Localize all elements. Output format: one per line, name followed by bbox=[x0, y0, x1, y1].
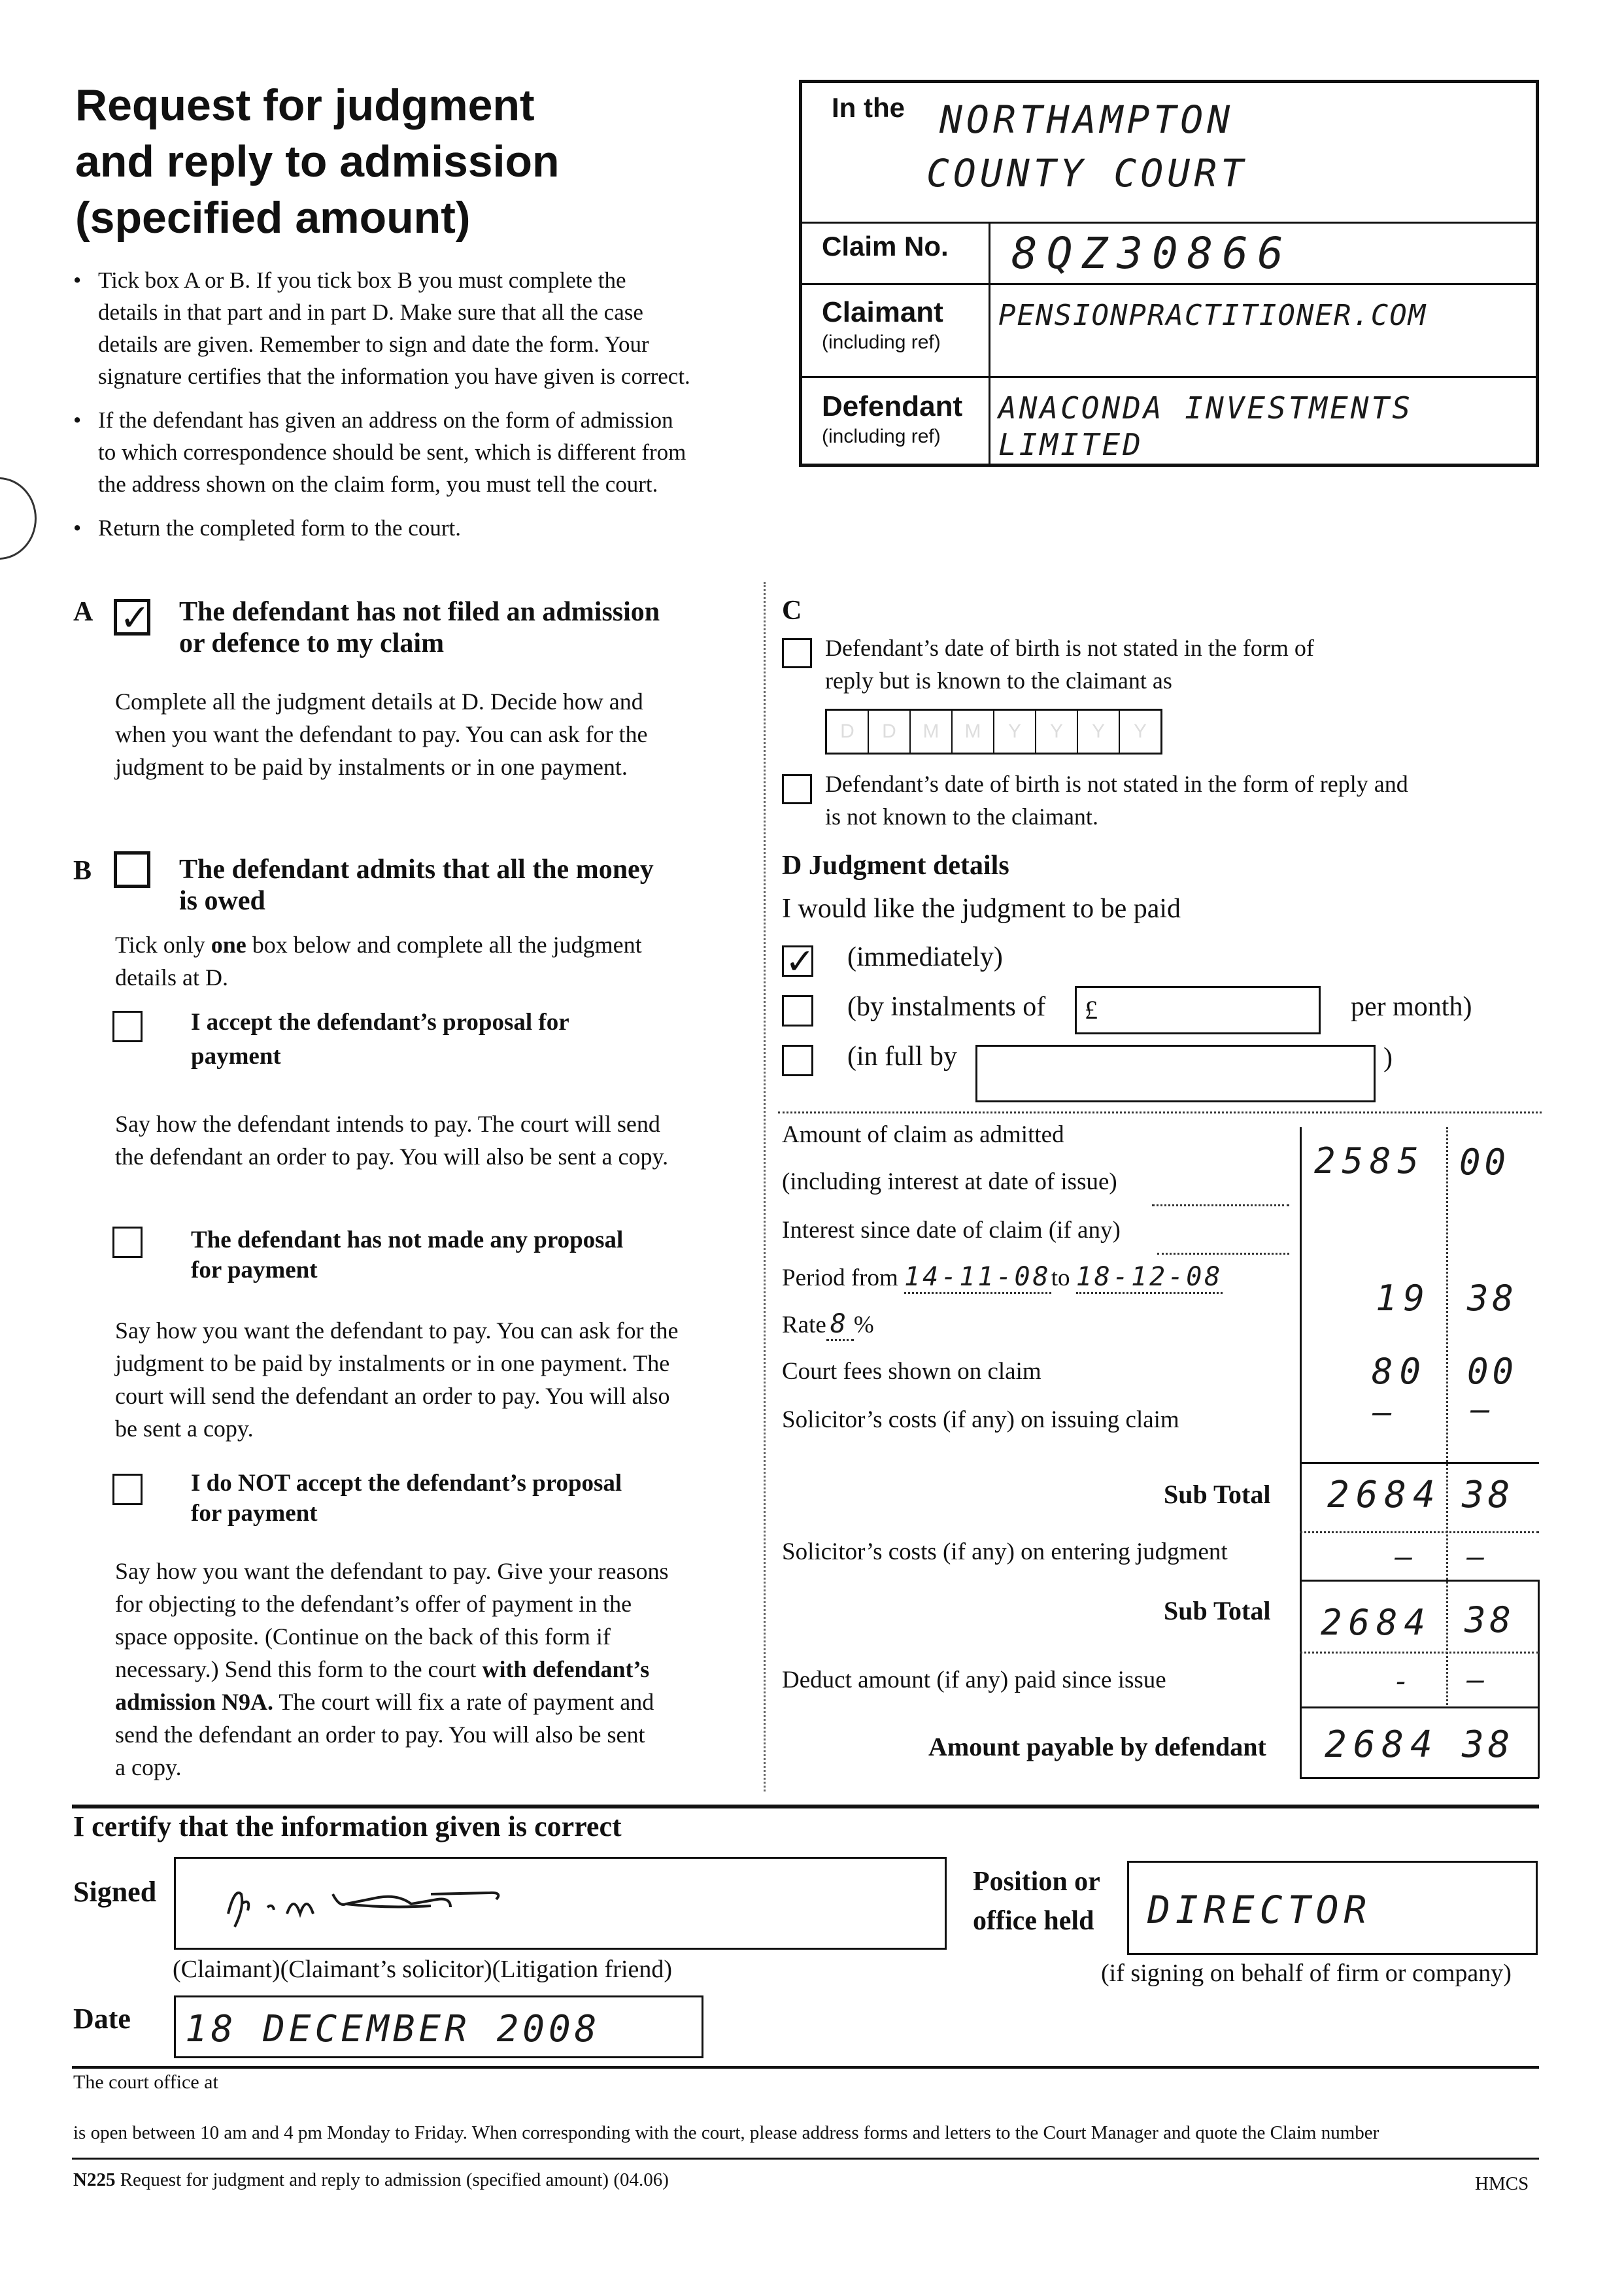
fees-pounds[interactable]: 80 bbox=[1372, 1351, 1428, 1392]
divider bbox=[802, 283, 1536, 285]
section-d-heading: D Judgment details bbox=[782, 851, 1009, 881]
section-a-heading bbox=[179, 596, 660, 659]
amount-rule bbox=[1300, 1777, 1539, 1779]
including-interest-label: (including interest at date of issue) bbox=[782, 1168, 1117, 1195]
no-proposal-body bbox=[115, 1314, 769, 1445]
accept-proposal-checkbox[interactable] bbox=[112, 1011, 143, 1042]
dob-unknown-text-line: Defendant’s date of birth is not stated in the form of reply and bbox=[825, 771, 1408, 797]
defendant-sub-label: (including ref) bbox=[822, 426, 941, 447]
pay-in-full-label: (in full by bbox=[847, 1042, 957, 1072]
in-full-close-paren: ) bbox=[1383, 1043, 1393, 1073]
instruction-line: If the defendant has given an address on the form of admission bbox=[98, 407, 673, 433]
dotted-leader bbox=[1152, 1204, 1289, 1206]
rate-value[interactable]: 8 bbox=[826, 1309, 854, 1341]
certify-heading: I certify that the information given is correct bbox=[73, 1810, 622, 1842]
period-from-value[interactable]: 14-11-08 bbox=[904, 1262, 1051, 1294]
interest-since-label: Interest since date of claim (if any) bbox=[782, 1217, 1121, 1244]
per-month-label: per month) bbox=[1351, 992, 1472, 1022]
section-a-body-line: Complete all the judgment details at D. Decide how and bbox=[115, 688, 643, 715]
footer-rule bbox=[72, 2158, 1539, 2160]
no-proposal-body-line: court will send the defendant an order to pay. You will also bbox=[115, 1383, 670, 1409]
reject-proposal-title bbox=[191, 1468, 622, 1529]
court-fees-label: Court fees shown on claim bbox=[782, 1358, 1041, 1385]
amount-claim-label: Amount of claim as admitted bbox=[782, 1121, 1064, 1148]
certify-top-rule bbox=[72, 1805, 1539, 1808]
payable-pence[interactable]: 38 bbox=[1462, 1723, 1514, 1766]
section-b-heading-line2: is owed bbox=[179, 886, 265, 916]
form-title-line2: and reply to admission bbox=[75, 137, 560, 186]
section-a-heading-line1: The defendant has not filed an admission bbox=[179, 597, 660, 627]
position-caption: (if signing on behalf of firm or company) bbox=[1101, 1960, 1512, 1987]
dob-digit-box[interactable]: D bbox=[869, 711, 911, 753]
pay-instalments-label: (by instalments of bbox=[847, 992, 1046, 1022]
dob-unknown-checkbox[interactable] bbox=[782, 774, 812, 804]
reject-proposal-body-line: for objecting to the defendant’s offer of payment in the bbox=[115, 1591, 632, 1617]
period-to-label: to bbox=[1051, 1264, 1070, 1291]
in-full-date-input[interactable] bbox=[975, 1045, 1376, 1102]
fees-pence[interactable]: 00 bbox=[1467, 1351, 1518, 1392]
reject-proposal-body-line: The court will fix a rate of payment and bbox=[273, 1689, 654, 1715]
solicitor-judgment-label: Solicitor’s costs (if any) on entering judgment bbox=[782, 1538, 1228, 1565]
no-proposal-title-line2: for payment bbox=[191, 1257, 318, 1283]
deduct-pounds[interactable]: - bbox=[1393, 1665, 1414, 1698]
claimant-label: Claimant bbox=[822, 296, 943, 328]
section-a-body bbox=[115, 685, 762, 783]
subtotal2-pounds[interactable]: 2684 bbox=[1321, 1602, 1432, 1643]
position-input[interactable] bbox=[1127, 1861, 1538, 1955]
reject-proposal-bold: admission N9A. bbox=[115, 1689, 274, 1715]
reject-proposal-body-line: necessary.) Send this form to the court bbox=[115, 1656, 482, 1682]
accept-proposal-body-line: Say how the defendant intends to pay. The court will send bbox=[115, 1111, 660, 1137]
position-label-line1: Position or bbox=[973, 1867, 1100, 1897]
amount-rule bbox=[1300, 1706, 1539, 1708]
dob-digit-box[interactable]: M bbox=[953, 711, 994, 753]
claim-pence[interactable]: 00 bbox=[1459, 1142, 1510, 1183]
instruction-line: Return the completed form to the court. bbox=[98, 515, 461, 541]
court-name-line1: NORTHAMPTON bbox=[939, 97, 1234, 142]
solicitor-issue-pounds[interactable]: — bbox=[1373, 1394, 1396, 1431]
position-value: DIRECTOR bbox=[1147, 1888, 1372, 1932]
no-proposal-body-line: be sent a copy. bbox=[115, 1416, 254, 1442]
check-mark-icon: ✓ bbox=[785, 941, 815, 982]
reject-proposal-body-line: Say how you want the defendant to pay. Give your reasons bbox=[115, 1558, 669, 1584]
accept-proposal-body bbox=[115, 1108, 769, 1173]
position-label bbox=[973, 1862, 1100, 1941]
dob-unknown-text bbox=[825, 768, 1551, 833]
period-row bbox=[782, 1262, 1223, 1292]
form-reference bbox=[73, 2169, 669, 2191]
accept-proposal-body-line: the defendant an order to pay. You will also be sent a copy. bbox=[115, 1144, 669, 1170]
section-b-heading bbox=[179, 854, 654, 917]
pay-immediately-label: (immediately) bbox=[847, 942, 1003, 972]
in-the-label: In the bbox=[832, 92, 905, 123]
court-hours-text: is open between 10 am and 4 pm Monday to Friday. When corresponding with the court, please address forms and letters to the Court Manager and quote the Claim number bbox=[73, 2122, 1379, 2143]
amount-rule bbox=[1300, 1580, 1539, 1582]
reject-proposal-title-line1: I do NOT accept the defendant’s proposal bbox=[191, 1470, 622, 1497]
reject-proposal-title-line2: for payment bbox=[191, 1500, 318, 1527]
dob-digit-box[interactable]: Y bbox=[1036, 711, 1078, 753]
footer-rule bbox=[72, 2066, 1539, 2069]
instruction-line: the address shown on the claim form, you must tell the court. bbox=[98, 471, 658, 497]
reject-proposal-checkbox[interactable] bbox=[112, 1474, 143, 1505]
form-title-line3: (specified amount) bbox=[75, 193, 471, 243]
signature-box[interactable] bbox=[174, 1857, 947, 1950]
dob-unknown-text-line: is not known to the claimant. bbox=[825, 804, 1098, 830]
payable-pounds[interactable]: 2684 bbox=[1325, 1723, 1439, 1766]
section-b-intro-bold: one bbox=[211, 932, 246, 958]
deduct-label: Deduct amount (if any) paid since issue bbox=[782, 1667, 1166, 1693]
section-b-intro-text: Tick only bbox=[115, 932, 211, 958]
defendant-label: Defendant bbox=[822, 390, 963, 422]
interest-pence[interactable]: 38 bbox=[1467, 1278, 1518, 1319]
no-proposal-body-line: Say how you want the defendant to pay. You can ask for the bbox=[115, 1317, 679, 1344]
dob-input-boxes[interactable] bbox=[825, 709, 1162, 755]
section-b-checkbox[interactable] bbox=[114, 851, 150, 888]
claimant-sub-label: (including ref) bbox=[822, 331, 941, 353]
section-d-intro: I would like the judgment to be paid bbox=[782, 894, 1181, 924]
form-code: N225 bbox=[73, 2169, 116, 2190]
deduct-pence[interactable]: — bbox=[1467, 1663, 1489, 1697]
dob-digit-box[interactable]: Y bbox=[994, 711, 1036, 753]
signed-caption: (Claimant)(Claimant’s solicitor)(Litigation friend) bbox=[173, 1956, 673, 1983]
section-b-intro bbox=[115, 928, 762, 994]
currency-symbol: £ bbox=[1085, 995, 1098, 1025]
pay-in-full-checkbox[interactable] bbox=[782, 1045, 813, 1076]
amount-rule bbox=[1300, 1462, 1539, 1464]
solicitor-issue-label: Solicitor’s costs (if any) on issuing claim bbox=[782, 1406, 1179, 1433]
section-a-checkbox[interactable] bbox=[114, 597, 150, 639]
reject-proposal-body-line: space opposite. (Continue on the back of this form if bbox=[115, 1623, 611, 1650]
instruction-line: details are given. Remember to sign and date the form. Your bbox=[98, 331, 649, 357]
section-a-letter: A bbox=[73, 597, 93, 627]
section-b-letter: B bbox=[73, 856, 92, 886]
amount-column-left bbox=[1300, 1127, 1302, 1778]
section-a-body-line: when you want the defendant to pay. You can ask for the bbox=[115, 721, 648, 747]
claim-no-value[interactable]: 8QZ30866 bbox=[1011, 228, 1293, 279]
pence-divider bbox=[1446, 1127, 1448, 1705]
solicitor-judgment-pounds[interactable]: — bbox=[1395, 1540, 1417, 1574]
signed-label: Signed bbox=[73, 1876, 157, 1908]
date-value: 18 DECEMBER 2008 bbox=[185, 2008, 601, 2050]
solicitor-judgment-pence[interactable]: — bbox=[1467, 1540, 1489, 1574]
no-proposal-title bbox=[191, 1225, 623, 1285]
reject-proposal-bold: with defendant’s bbox=[482, 1656, 650, 1682]
reject-proposal-body-line: send the defendant an order to pay. You will also be sent bbox=[115, 1722, 645, 1748]
form-title-line1: Request for judgment bbox=[75, 80, 535, 130]
section-b-heading-line1: The defendant admits that all the money bbox=[179, 855, 654, 885]
subtotal2-pence[interactable]: 38 bbox=[1464, 1599, 1515, 1640]
section-b-intro-line2: details at D. bbox=[115, 964, 228, 991]
amount-column-right bbox=[1538, 1580, 1540, 1778]
rate-row bbox=[782, 1309, 874, 1339]
claimant-value[interactable]: PENSIONPRACTITIONER.COM bbox=[998, 299, 1427, 332]
no-proposal-checkbox[interactable] bbox=[112, 1227, 143, 1258]
interest-pounds[interactable]: 19 bbox=[1376, 1278, 1432, 1319]
case-header-box bbox=[799, 80, 1539, 467]
instruction-line: Tick box A or B. If you tick box B you must complete the bbox=[98, 267, 626, 293]
instruction-line: details in that part and in part D. Make sure that all the case bbox=[98, 299, 643, 325]
period-to-value[interactable]: 18-12-08 bbox=[1076, 1262, 1223, 1294]
dob-known-text-line: Defendant’s date of birth is not stated in the form of bbox=[825, 635, 1314, 661]
subtotal1-pence[interactable]: 38 bbox=[1462, 1474, 1514, 1516]
dob-digit-box[interactable]: Y bbox=[1133, 721, 1147, 742]
sub-total-label-1: Sub Total bbox=[1164, 1480, 1271, 1509]
section-b-intro-text: box below and complete all the judgment bbox=[246, 932, 642, 958]
instructions: • Tick box A or B. If you tick box B you must complete the details in that part and in part D. Make sure that all the case details are given. Remember to sign and date the form. Your signature certifies that the information you have given is correct. • If the defendant has given an address on the form of admission to which correspondence should be sent, which is different from the address shown on the claim form, you must tell the court. • Return the completed form to the court. bbox=[73, 264, 789, 544]
rate-percent: % bbox=[853, 1312, 874, 1338]
court-name-line2: COUNTY COURT bbox=[926, 151, 1248, 195]
dob-known-checkbox[interactable] bbox=[782, 638, 812, 668]
punch-hole-mark bbox=[0, 477, 37, 560]
pay-immediately-checkbox[interactable] bbox=[782, 941, 815, 982]
position-label-line2: office held bbox=[973, 1906, 1094, 1936]
dob-known-text-line: reply but is known to the claimant as bbox=[825, 668, 1172, 694]
dob-digit-box[interactable]: M bbox=[911, 711, 953, 753]
claim-pounds[interactable]: 2585 bbox=[1314, 1140, 1426, 1181]
instruction-line: to which correspondence should be sent, which is different from bbox=[98, 439, 686, 465]
section-a-heading-line2: or defence to my claim bbox=[179, 628, 445, 658]
amount-payable-label: Amount payable by defendant bbox=[928, 1732, 1266, 1761]
section-c-letter: C bbox=[782, 596, 802, 626]
divider bbox=[802, 222, 1536, 224]
check-mark-icon: ✓ bbox=[120, 597, 150, 639]
subtotal1-pounds[interactable]: 2684 bbox=[1327, 1474, 1442, 1516]
amount-rule-dotted bbox=[1300, 1652, 1539, 1654]
date-label: Date bbox=[73, 2003, 131, 2035]
court-office-text: The court office at bbox=[73, 2071, 218, 2093]
defendant-value-line1[interactable]: ANACONDA INVESTMENTS bbox=[998, 390, 1413, 426]
dob-digit-box[interactable]: Y bbox=[1078, 711, 1120, 753]
period-from-label: Period from bbox=[782, 1264, 898, 1291]
column-divider bbox=[764, 582, 766, 1791]
divider bbox=[989, 222, 990, 464]
no-proposal-title-line1: The defendant has not made any proposal bbox=[191, 1227, 624, 1253]
rate-label: Rate bbox=[782, 1312, 826, 1338]
form-reference-title: Request for judgment and reply to admission (specified amount) (04.06) bbox=[115, 2169, 669, 2190]
accept-proposal-title-line1: I accept the defendant’s proposal for bbox=[191, 1009, 569, 1036]
solicitor-issue-pence[interactable]: — bbox=[1471, 1391, 1494, 1428]
divider bbox=[802, 376, 1536, 378]
section-a-body-line: judgment to be paid by instalments or in one payment. bbox=[115, 754, 628, 780]
instruction-line: signature certifies that the information you have given is correct. bbox=[98, 364, 690, 389]
no-proposal-body-line: judgment to be paid by instalments or in one payment. The bbox=[115, 1350, 670, 1376]
dob-digit-box[interactable]: D bbox=[827, 711, 869, 753]
instalment-amount-input[interactable] bbox=[1075, 986, 1321, 1034]
form-title bbox=[75, 77, 560, 246]
section-d-separator bbox=[778, 1112, 1542, 1113]
amount-rule-dotted bbox=[1300, 1531, 1539, 1533]
defendant-value-line2[interactable]: LIMITED bbox=[998, 427, 1143, 462]
pay-instalments-checkbox[interactable] bbox=[782, 995, 813, 1027]
accept-proposal-title bbox=[191, 1006, 569, 1074]
dotted-leader bbox=[1157, 1253, 1289, 1255]
hmcs-label: HMCS bbox=[1475, 2173, 1529, 2194]
sub-total-label-2: Sub Total bbox=[1164, 1596, 1271, 1625]
signature-scribble bbox=[215, 1868, 581, 1940]
date-input[interactable] bbox=[174, 1995, 703, 2058]
claim-no-label: Claim No. bbox=[822, 231, 949, 262]
accept-proposal-title-line2: payment bbox=[191, 1043, 281, 1070]
reject-proposal-body-line: a copy. bbox=[115, 1754, 182, 1780]
dob-known-text bbox=[825, 632, 1544, 697]
reject-proposal-body bbox=[115, 1555, 775, 1784]
